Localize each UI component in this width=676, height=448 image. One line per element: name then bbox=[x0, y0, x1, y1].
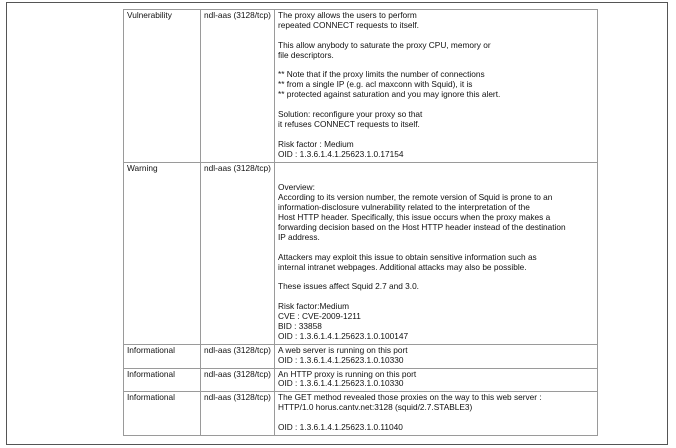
description-line: OID : 1.3.6.1.4.1.25623.1.0.100147 bbox=[278, 330, 409, 341]
description-line: Risk factor : Medium bbox=[278, 138, 354, 149]
report-body bbox=[124, 10, 598, 436]
description-line: repeated CONNECT requests to itself. bbox=[278, 19, 419, 30]
finding-row bbox=[124, 162, 598, 344]
finding-type: Informational bbox=[124, 344, 201, 368]
finding-port: ndl-aas (3128/tcp) bbox=[201, 344, 275, 368]
finding-description bbox=[275, 162, 598, 344]
description-line: Host HTTP header. Specifically, this issue occurs when the proxy makes a bbox=[278, 212, 551, 223]
finding-type: Warning bbox=[124, 162, 201, 344]
finding-description bbox=[275, 10, 598, 163]
description-line: An HTTP proxy is running on this port bbox=[278, 368, 417, 379]
finding-port: ndl-aas (3128/tcp) bbox=[201, 162, 275, 344]
finding-type: Informational bbox=[124, 392, 201, 436]
finding-port: ndl-aas (3128/tcp) bbox=[201, 10, 275, 163]
description-line: The proxy allows the users to perform bbox=[278, 10, 417, 20]
description-line: A web server is running on this port bbox=[278, 344, 408, 355]
description-line: Attackers may exploit this issue to obtain sensitive information such as bbox=[278, 251, 537, 262]
description-line: OID : 1.3.6.1.4.1.25623.1.0.10330 bbox=[278, 354, 404, 365]
description-line: information-disclosure vulnerability related to the interpretation of the bbox=[278, 202, 530, 213]
description-line: it refuses CONNECT requests to itself. bbox=[278, 118, 420, 129]
description-line: file descriptors. bbox=[278, 49, 334, 60]
description-line: CVE : CVE-2009-1211 bbox=[278, 311, 361, 322]
description-line: These issues affect Squid 2.7 and 3.0. bbox=[278, 281, 419, 292]
description-line: HTTP/1.0 horus.cantv.net:3128 (squid/2.7.STABLE3) bbox=[278, 402, 473, 413]
description-line: ** Note that if the proxy limits the number of connections bbox=[278, 69, 485, 80]
description-line: The GET method revealed those proxies on the way to this web server : bbox=[278, 392, 542, 403]
description-line: Risk factor:Medium bbox=[278, 301, 350, 312]
description-line: internal intranet webpages. Additional attacks may also be possible. bbox=[278, 261, 527, 272]
finding-type: Vulnerability bbox=[124, 10, 201, 163]
finding-row bbox=[124, 368, 598, 392]
scan-report-table bbox=[123, 9, 598, 436]
finding-port: ndl-aas (3128/tcp) bbox=[201, 392, 275, 436]
description-line: ** from a single IP (e.g. acl maxconn with Squid), it is bbox=[278, 79, 473, 90]
description-line: OID : 1.3.6.1.4.1.25623.1.0.17154 bbox=[278, 148, 404, 159]
description-line: BID : 33858 bbox=[278, 320, 322, 331]
description-line: forwarding decision based on the Host HTTP header instead of the destination bbox=[278, 221, 566, 232]
finding-type: Informational bbox=[124, 368, 201, 392]
description-line: OID : 1.3.6.1.4.1.25623.1.0.10330 bbox=[278, 378, 404, 389]
finding-description bbox=[275, 344, 598, 368]
finding-row bbox=[124, 392, 598, 436]
description-line: Solution: reconfigure your proxy so that bbox=[278, 109, 423, 120]
finding-row bbox=[124, 344, 598, 368]
screenshot-frame bbox=[6, 2, 668, 445]
description-line bbox=[278, 173, 594, 183]
description-line: IP address. bbox=[278, 231, 320, 242]
description-line: ** protected against saturation and you may ignore this alert. bbox=[278, 89, 501, 100]
finding-description bbox=[275, 368, 598, 392]
description-line: According to its version number, the remote version of Squid is prone to an bbox=[278, 192, 553, 203]
finding-description bbox=[275, 392, 598, 436]
finding-port: ndl-aas (3128/tcp) bbox=[201, 368, 275, 392]
finding-row bbox=[124, 10, 598, 163]
description-line: OID : 1.3.6.1.4.1.25623.1.0.11040 bbox=[278, 422, 403, 433]
description-line: This allow anybody to saturate the proxy CPU, memory or bbox=[278, 39, 491, 50]
description-line bbox=[278, 164, 594, 174]
description-line: Overview: bbox=[278, 182, 315, 193]
